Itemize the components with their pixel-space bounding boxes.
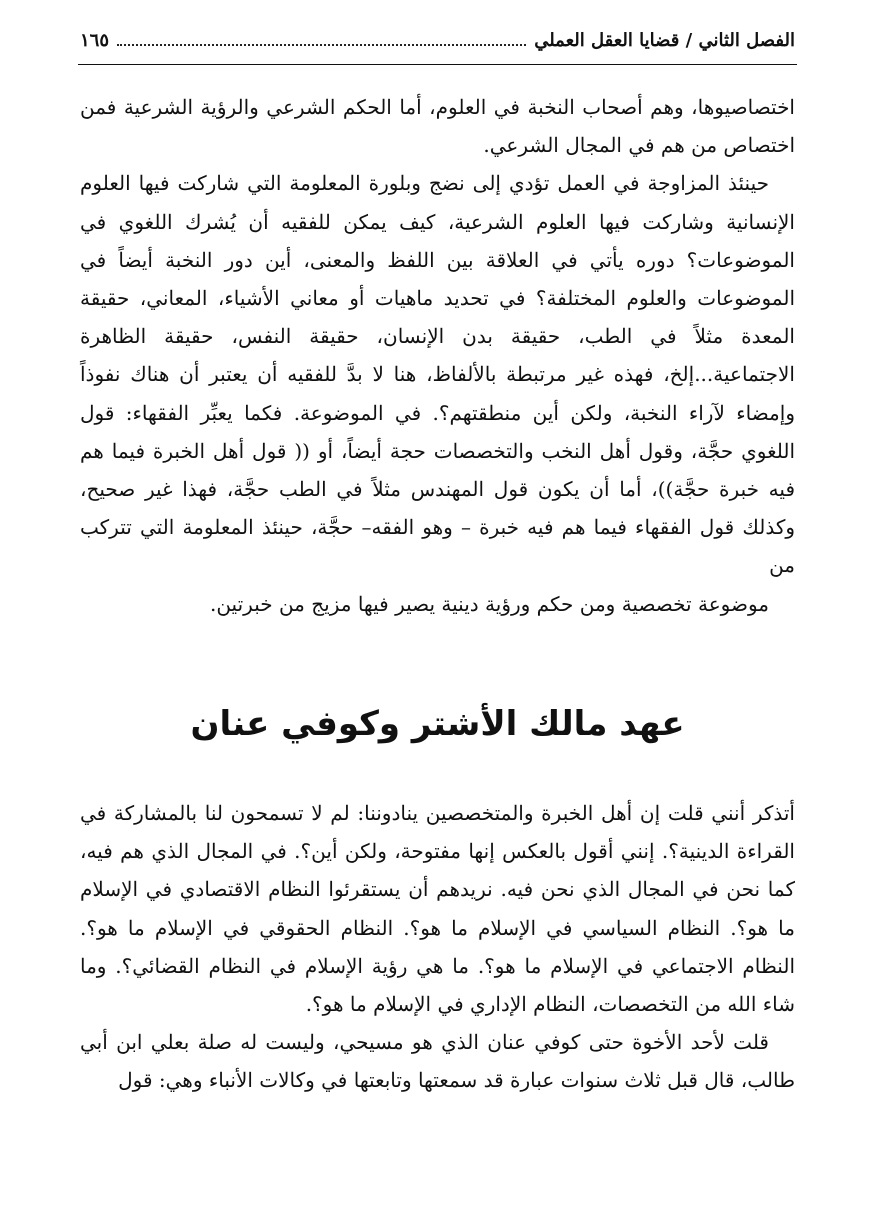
text-block-bottom — [80, 794, 795, 1100]
paragraph: قلت لأحد الأخوة حتى كوفي عنان الذي هو مسيحي، وليست له صلة بعلي ابن أبي طالب، قال قبل ثلاث سنوات عبارة قد سمعتها وتابعتها في وكالات الأنباء وهي: قول — [80, 1030, 795, 1093]
paragraph: موضوعة تخصصية ومن حكم ورؤية دينية يصير فيها مزيج من خبرتين. — [209, 591, 769, 616]
header-rule — [78, 64, 797, 65]
running-header — [80, 22, 795, 58]
paragraph: اختصاصيوها، وهم أصحاب النخبة في العلوم، أما الحكم الشرعي والرؤية الشرعية فمن اختصاص من هم في المجال الشرعي. — [80, 95, 795, 158]
section-title: عهد مالك الأشتر وكوفي عنان — [190, 704, 685, 744]
dot-leader — [117, 34, 526, 46]
text-block-top — [80, 88, 795, 623]
paragraph: حينئذ المزاوجة في العمل تؤدي إلى نضج وبلورة المعلومة التي شاركت فيها العلوم الإنسانية وشاركت فيها العلوم الشرعية، كيف يمكن للفقيه أن يُشرك اللغوي في الموضوعات؟ دوره يأتي في العلاقة بين اللفظ والمعنى، أين دور النخبة أيضاً في الموضوعات والعلوم المختلفة؟ في تحديد ماهيات أو معاني الأشياء، المعاني، حقيقة المعدة مثلاً في الطب، حقيقة بدن الإنسان، حقيقة النفس، حقيقة الظاهرة الاجتماعية...إلخ، فهذه غير مرتبطة بالألفاظ، هنا لا بدَّ للفقيه أن يعتبر أن هناك نفوذاً وإمضاء لآراء النخبة، ولكن أين منطقتهم؟. في الموضوعة. فكما يعبِّر الفقهاء: قول اللغوي حجَّة، وقول أهل النخب والتخصصات حجة أيضاً، أو (( قول أهل الخبرة فيما هم فيه خبرة حجَّة))، أما أن يكون قول المهندس مثلاً في الطب حجَّة، فهذا غير صحيح، وكذلك قول الفقهاء فيما هم فيه خبرة – وهو الفقه– حجَّة، حينئذ المعلومة التي تتركب من — [80, 171, 796, 578]
chapter-title: الفصل الثاني / قضايا العقل العملي — [534, 29, 795, 51]
page-number: ١٦٥ — [80, 29, 110, 51]
paragraph: أتذكر أنني قلت إن أهل الخبرة والمتخصصين ينادوننا: لم لا تسمحون لنا بالمشاركة في القراءة الدينية؟. إنني أقول بالعكس إنها مفتوحة، ولكن أين؟. في المجال الذي هم فيه، كما نحن في المجال الذي نحن فيه. نريدهم أن يستقرئوا النظام الاقتصادي في الإسلام ما هو؟. النظام السياسي في الإسلام ما هو؟. النظام الحقوقي في الإسلام ما هو؟. النظام الاجتماعي في الإسلام ما هو؟. ما هي رؤية الإسلام في النظام القضائي؟. وما شاء الله من التخصصات، النظام الإداري في الإسلام ما هو؟. — [80, 801, 795, 1017]
